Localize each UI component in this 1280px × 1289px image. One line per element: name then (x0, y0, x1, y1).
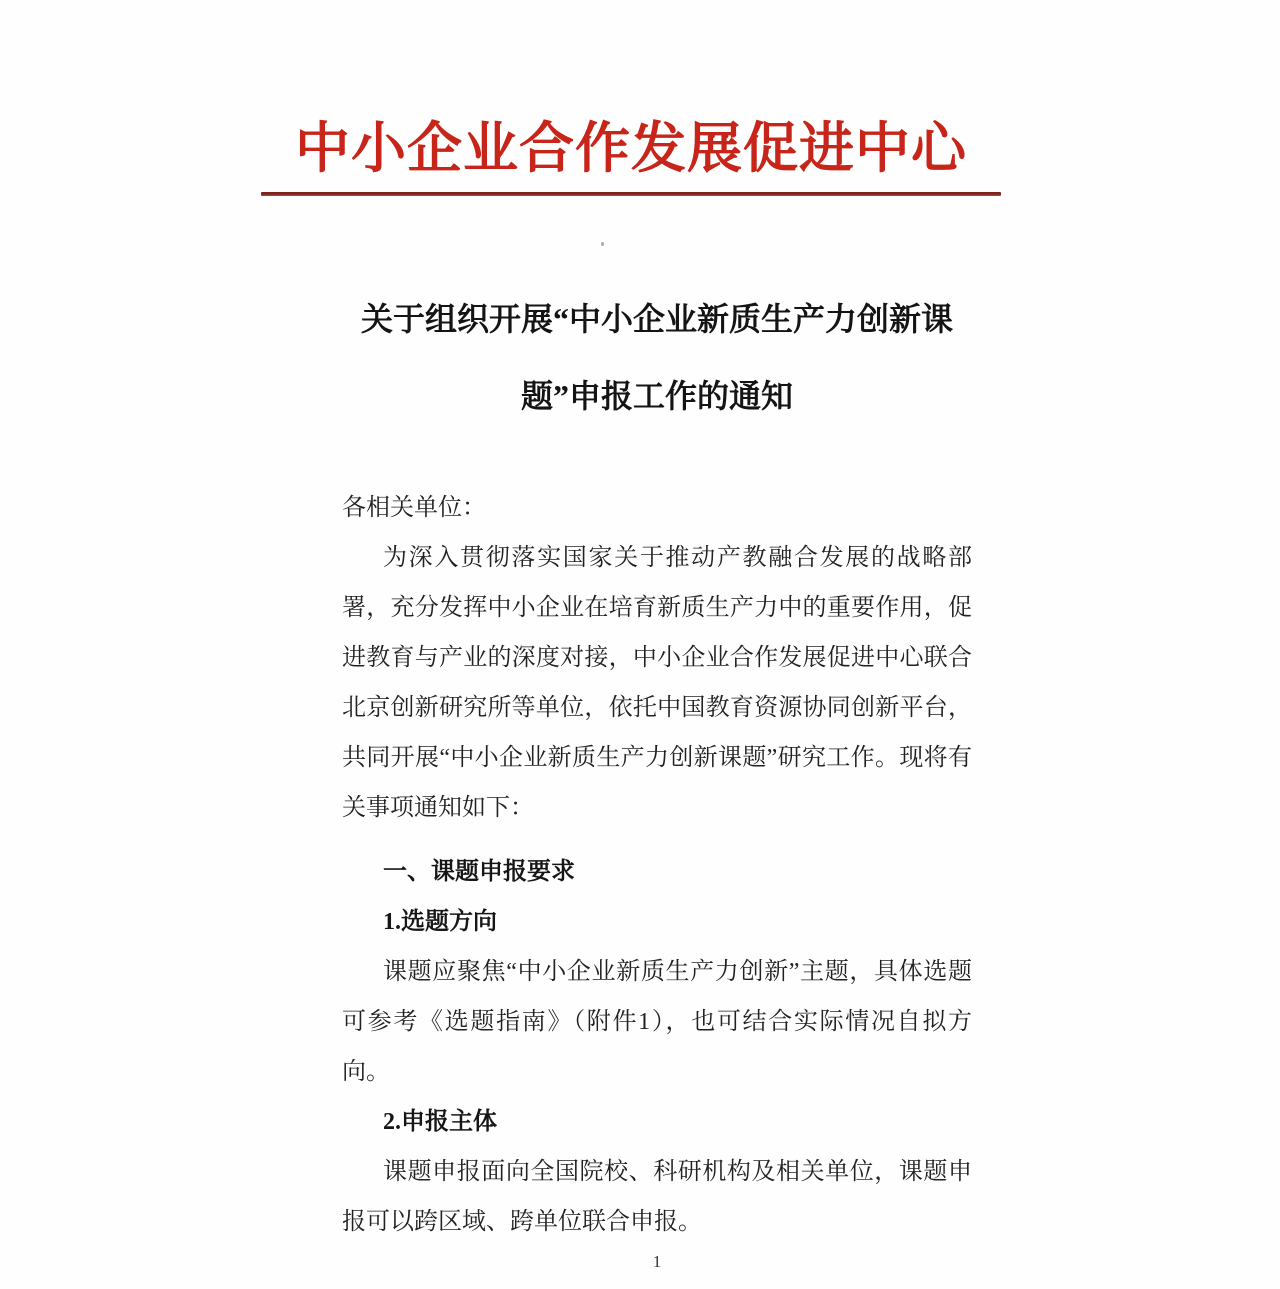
intro-paragraph: 为深入贯彻落实国家关于推动产教融合发展的战略部署，充分发挥中小企业在培育新质生产力中的重要作用，促进教育与产业的深度对接，中小企业合作发展促进中心联合北京创新研究所等单位，依托中国教育资源协同创新平台，共同开展“中小企业新质生产力创新课题”研究工作。现将有关事项通知如下： (342, 545, 972, 821)
document-title (342, 281, 972, 435)
letterhead (261, 104, 1001, 196)
salutation: 各相关单位： (342, 495, 486, 521)
document-title-line-1: 关于组织开展“中小企业新质生产力创新课 (360, 301, 953, 337)
section-1-item-1-text: 课题应聚焦“中小企业新质生产力创新”主题，具体选题可参考《选题指南》（附件1），也可结合实际情况自拟方向。 (342, 959, 972, 1085)
section-1-item-2-text: 课题申报面向全国院校、科研机构及相关单位，课题申报可以跨区域、跨单位联合申报。 (342, 1159, 972, 1235)
document-title-line-2: 题”申报工作的通知 (520, 378, 793, 414)
letterhead-divider-rule (261, 192, 1001, 196)
section-1-item-2-heading: 2.申报主体 (383, 1109, 497, 1135)
letterhead-org-name: 中小企业合作发展促进中心 (294, 118, 967, 179)
document-body (342, 483, 972, 1247)
section-1-item-1-heading: 1.选题方向 (383, 909, 497, 935)
section-1-heading: 一、课题申报要求 (383, 859, 575, 885)
page-number: 1 (652, 1252, 662, 1271)
scan-artifact-dot (601, 242, 604, 246)
